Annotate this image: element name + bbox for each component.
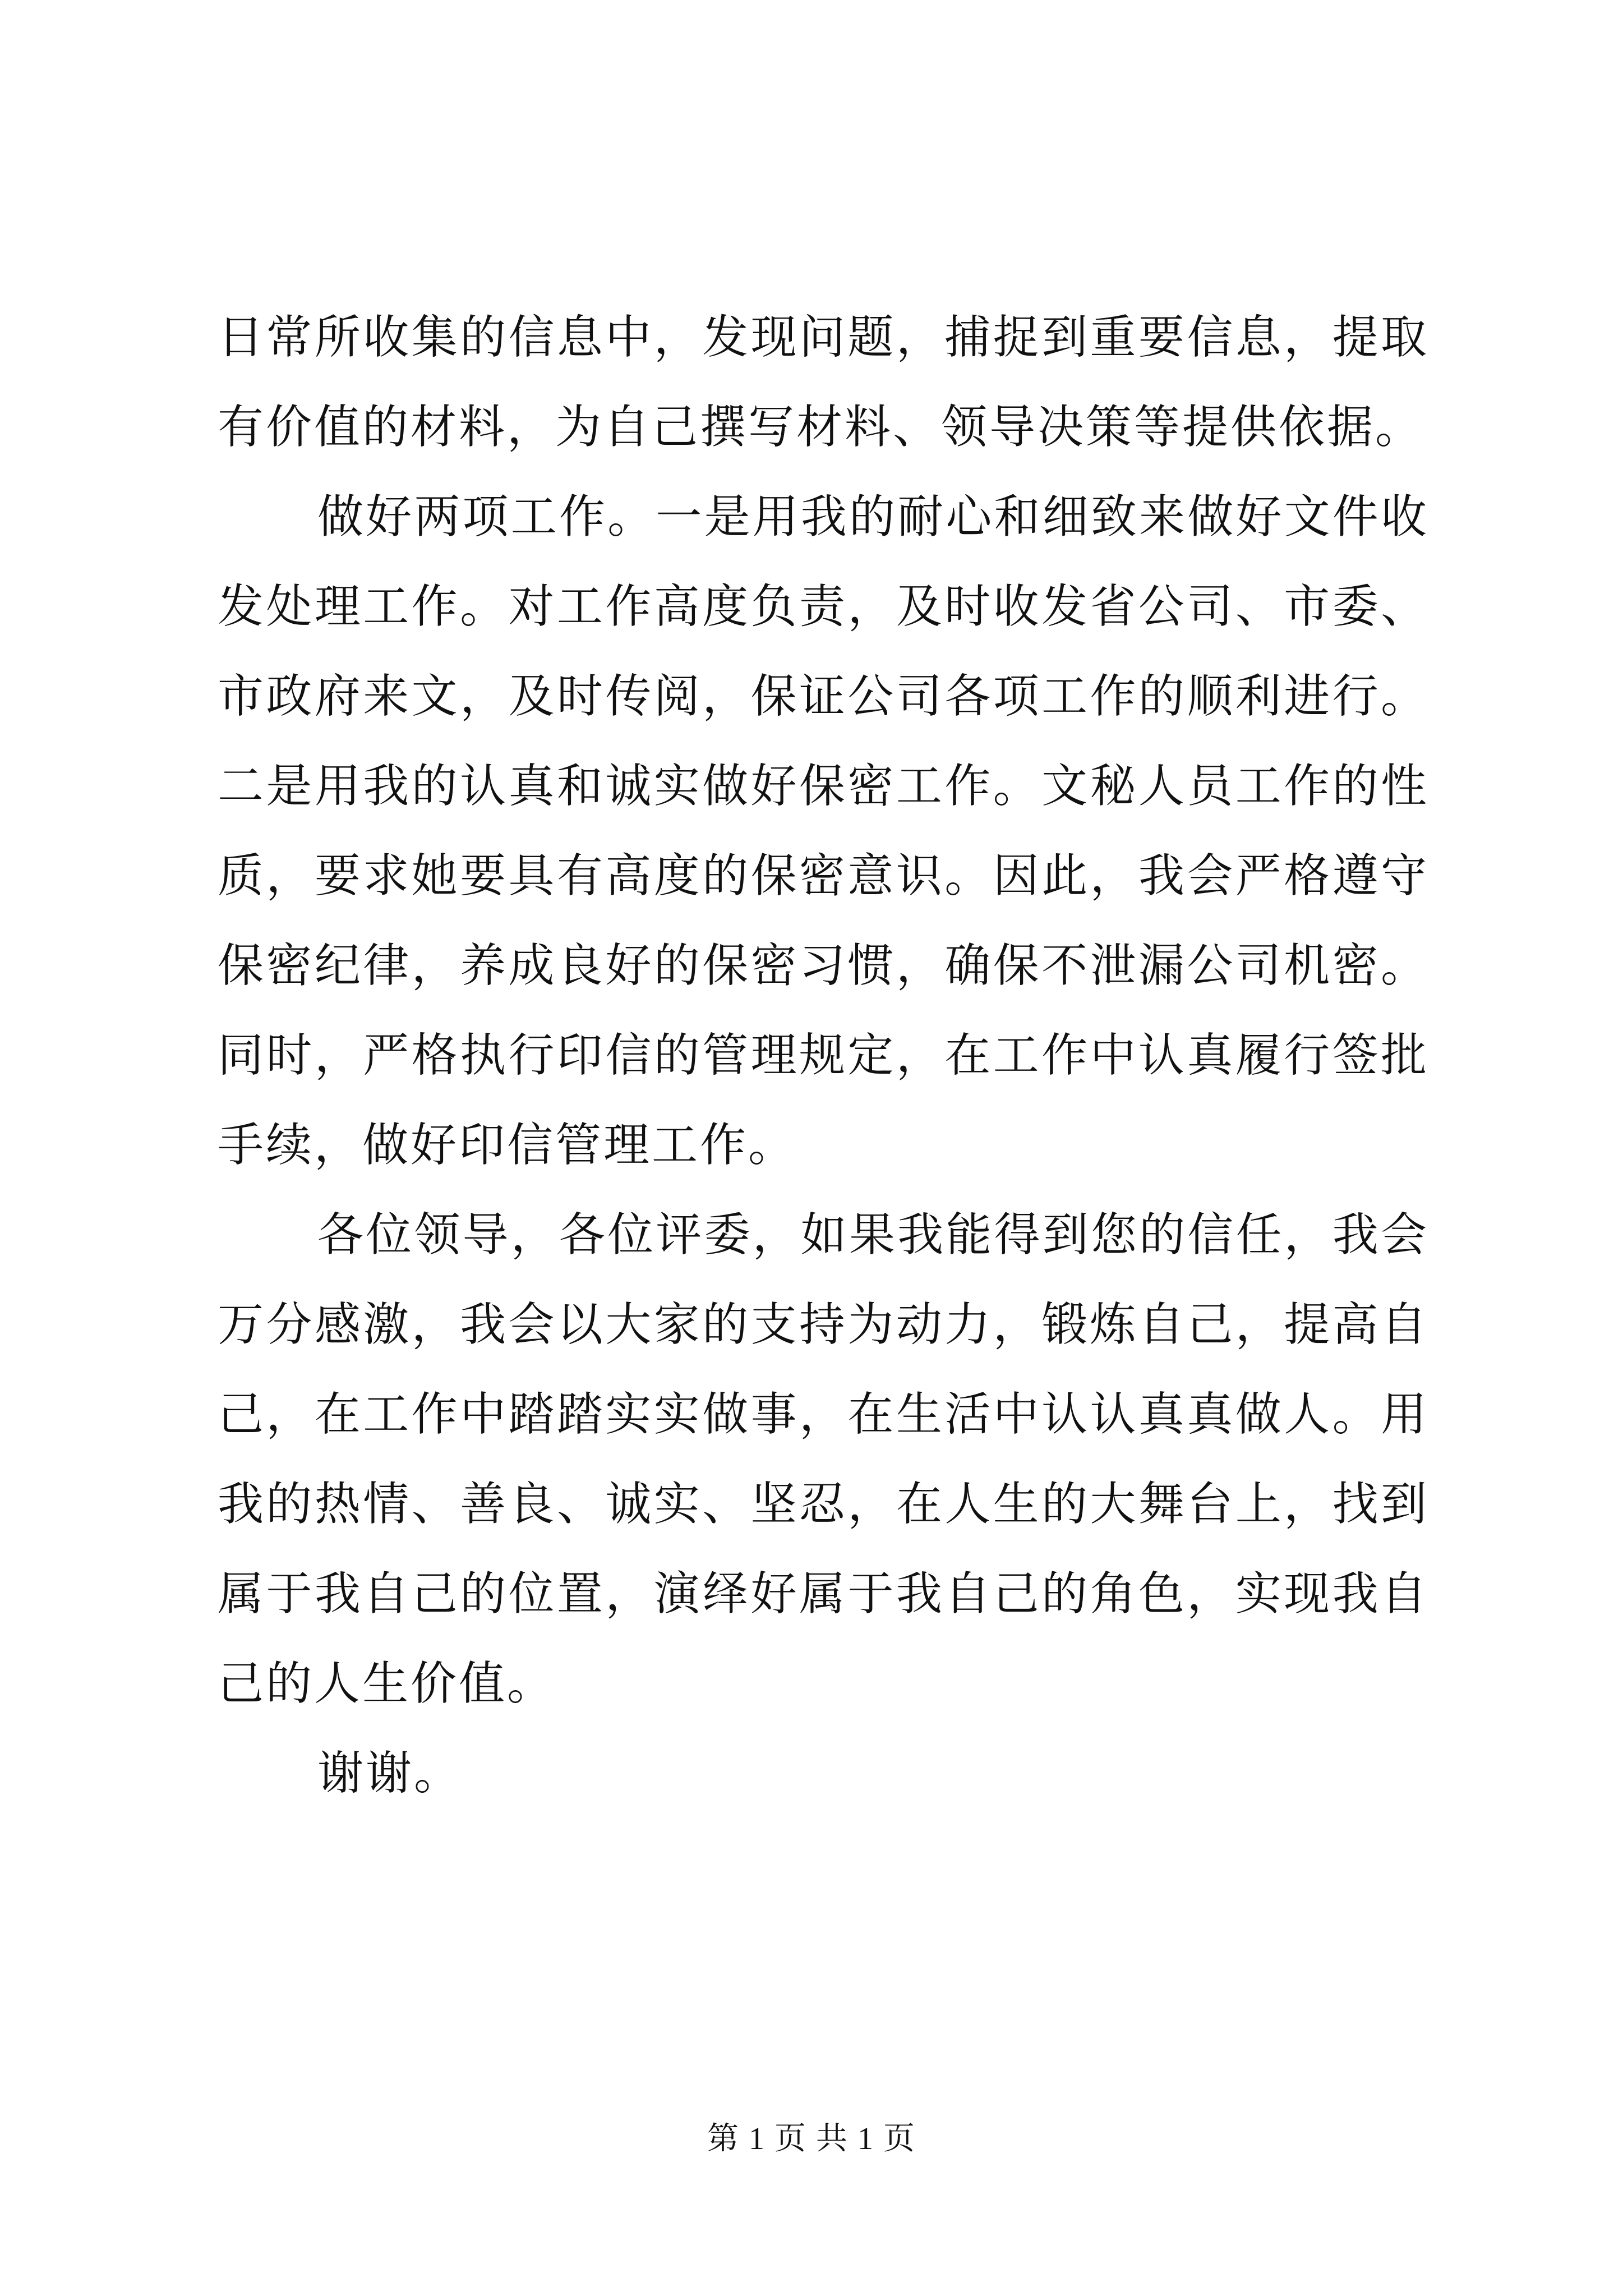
page-number-footer: 第 1 页 共 1 页 [707,2122,916,2156]
paragraph-two-tasks: 做好两项工作。一是用我的耐心和细致来做好文件收发处理工作。对工作高度负责，及时收发省公司、市委、市政府来文，及时传阅，保证公司各项工作的顺利进行。二是用我的认真和诚实做好保密工作。文秘人员工作的性质，要求她要具有高度的保密意识。因此，我会严格遵守保密纪律，养成良好的保密习惯，确保不泄漏公司机密。同时，严格执行印信的管理规定，在工作中认真履行签批手续，做好印信管理工作。 [218,490,1429,1172]
paragraph-thanks: 谢谢。 [317,1747,463,1800]
paragraph-closing-appeal: 各位领导，各位评委，如果我能得到您的信任，我会万分感激，我会以大家的支持为动力，锻炼自己，提高自己，在工作中踏踏实实做事，在生活中认认真真做人。用我的热情、善良、诚实、坚忍，在人生的大舞台上，找到属于我自己的位置，演绎好属于我自己的角色，实现我自己的人生价值。 [218,1208,1429,1710]
document-body [218,293,1429,1819]
paragraph-continued: 日常所收集的信息中，发现问题，捕捉到重要信息，提取有价值的材料，为自己撰写材料、领导决策等提供依据。 [218,311,1429,454]
